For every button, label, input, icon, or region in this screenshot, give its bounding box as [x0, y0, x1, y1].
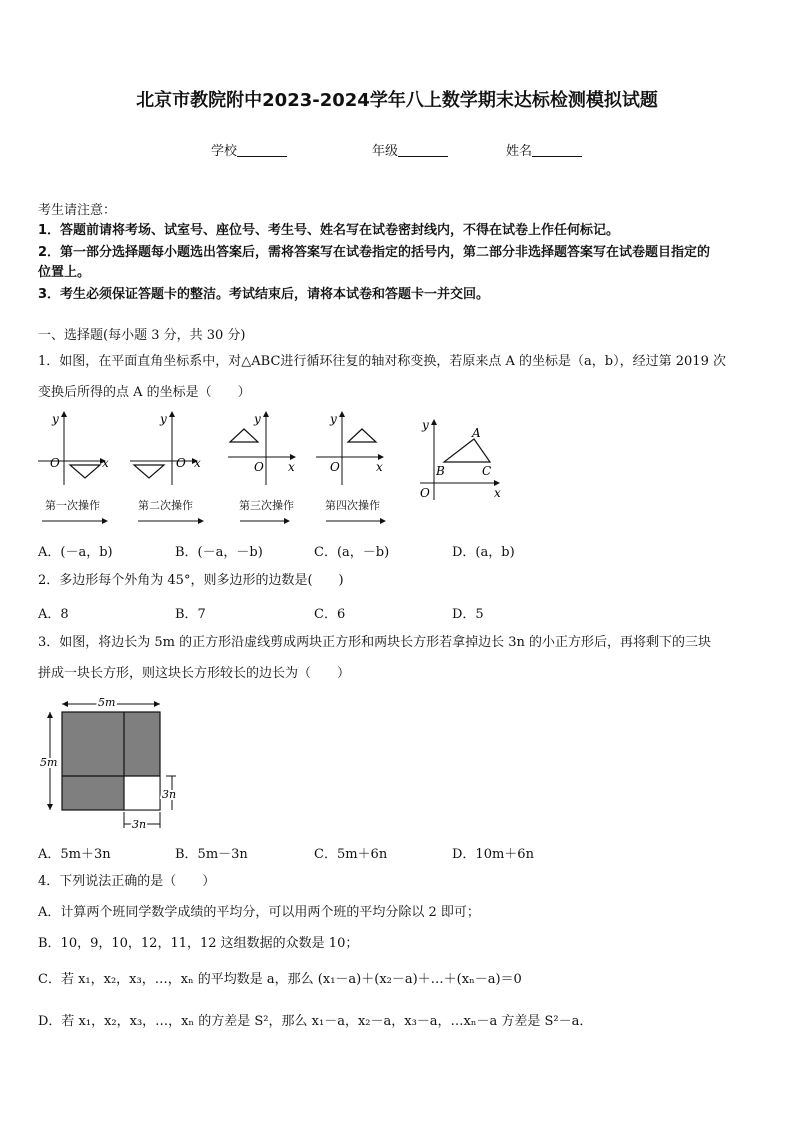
q4-stem: 4．下列说法正确的是（ ）: [38, 874, 216, 889]
q1-p2-o: O: [176, 456, 186, 470]
page-title: 北京市教院附中2023-2024学年八上数学期末达标检测模拟试题: [136, 90, 658, 111]
q1-p3-x: x: [288, 460, 295, 474]
q3-option-a[interactable]: A．5m＋3n: [38, 847, 111, 862]
notice-item-3: 3．考生必须保证答题卡的整洁。考试结束后，请将本试卷和答题卡一并交回。: [38, 287, 490, 302]
q1-p1-y: y: [52, 412, 59, 426]
q2-option-d[interactable]: D．5: [452, 607, 484, 622]
notice-item-2-cont: 位置上。: [38, 265, 91, 280]
q1-p5-c: C: [482, 464, 492, 478]
section-heading: 一、选择题(每小题 3 分，共 30 分): [38, 328, 246, 343]
q1-stem-line1: 1．如图，在平面直角坐标系中，对△ABC进行循环往复的轴对称变换，若原来点 A 的坐标是（a，b），经过第 2019 次: [38, 354, 726, 369]
q1-p3-o: O: [254, 460, 264, 474]
q3-right-label: 3n: [162, 788, 177, 801]
q1-option-c[interactable]: C．(a，－b): [314, 545, 390, 560]
q3-bottom-label: 3n: [132, 818, 147, 831]
q1-figure: [30, 405, 530, 535]
q1-p5-y: y: [422, 418, 429, 432]
q1-p4-o: O: [330, 460, 340, 474]
q2-stem: 2．多边形每个外角为 45°，则多边形的边数是( ): [38, 573, 344, 588]
q2-option-a[interactable]: A．8: [38, 607, 69, 622]
q1-p4-y: y: [330, 412, 337, 426]
q1-panel-2: [130, 411, 201, 485]
q1-p5-x: x: [494, 486, 501, 500]
q1-p5-a: A: [472, 426, 481, 440]
q3-removed-square: [124, 776, 160, 810]
q1-p4-x: x: [376, 460, 383, 474]
q1-p5-o: O: [420, 486, 430, 500]
q3-figure: [38, 692, 188, 834]
q1-stem-line2: 变换后所得的点 A 的坐标是（ ）: [38, 385, 251, 400]
name-label: 姓名: [506, 144, 533, 159]
q1-panel-5: [420, 418, 501, 500]
q4-option-a[interactable]: A．计算两个班同学数学成绩的平均分，可以用两个班的平均分除以 2 即可；: [38, 905, 480, 920]
q1-op-4: 第四次操作: [325, 499, 380, 512]
school-blank[interactable]: [237, 142, 287, 157]
grade-field: [372, 140, 448, 159]
q1-op-1: 第一次操作: [45, 499, 100, 512]
q2-option-b[interactable]: B．7: [175, 607, 206, 622]
school-field: [211, 140, 287, 159]
q4-option-d[interactable]: D．若 x₁，x₂，x₃，…，xₙ 的方差是 S²，那么 x₁－a，x₂－a，x₃－a，…xₙ－a 方差是 S²－a．: [38, 1014, 593, 1029]
q1-panel-4: [316, 411, 384, 485]
q1-op-arrows: [42, 518, 386, 524]
q1-panel-1: [38, 411, 109, 485]
notice-heading: 考生请注意：: [38, 203, 117, 218]
q1-op-2: 第二次操作: [138, 499, 193, 512]
name-field: [506, 140, 582, 159]
notice-item-2: 2．第一部分选择题每小题选出答案后，需将答案写在试卷指定的括号内，第二部分非选择题答案写在试卷题目指定的: [38, 245, 711, 260]
q1-option-d[interactable]: D．(a，b): [452, 545, 515, 560]
q3-stem-line1: 3．如图，将边长为 5m 的正方形沿虚线剪成两块正方形和两块长方形若拿掉边长 3n 的小正方形后，再将剩下的三块: [38, 635, 712, 650]
q1-p5-b: B: [436, 464, 445, 478]
q2-option-c[interactable]: C．6: [314, 607, 346, 622]
name-blank[interactable]: [532, 142, 582, 157]
q4-option-c[interactable]: C．若 x₁，x₂，x₃，…，xₙ 的平均数是 a，那么 (x₁－a)＋(x₂－a)＋…＋(xₙ－a)＝0: [38, 972, 522, 987]
q1-p1-x: x: [102, 456, 109, 470]
q1-panel-3: [228, 411, 296, 485]
q3-option-b[interactable]: B．5m－3n: [175, 847, 248, 862]
grade-label: 年级: [372, 144, 399, 159]
q3-left-label: 5m: [40, 756, 58, 769]
q1-option-a[interactable]: A．(－a，b): [38, 545, 113, 560]
school-label: 学校: [211, 144, 238, 159]
notice-item-1: 1．答题前请将考场、试室号、座位号、考生号、姓名写在试卷密封线内，不得在试卷上作任何标记。: [38, 223, 620, 238]
q4-option-b[interactable]: B．10，9，10，12，11，12 这组数据的众数是 10；: [38, 936, 359, 951]
q3-top-label: 5m: [98, 696, 116, 709]
q3-stem-line2: 拼成一块长方形，则这块长方形较长的边长为（ ）: [38, 666, 351, 681]
grade-blank[interactable]: [398, 142, 448, 157]
q3-option-d[interactable]: D．10m＋6n: [452, 847, 534, 862]
q1-op-3: 第三次操作: [239, 499, 294, 512]
q1-p2-y: y: [160, 412, 167, 426]
q3-option-c[interactable]: C．5m＋6n: [314, 847, 388, 862]
q1-p3-y: y: [254, 412, 261, 426]
q1-p2-x: x: [194, 456, 201, 470]
q1-option-b[interactable]: B．(－a，－b): [175, 545, 263, 560]
q1-p1-o: O: [50, 456, 60, 470]
